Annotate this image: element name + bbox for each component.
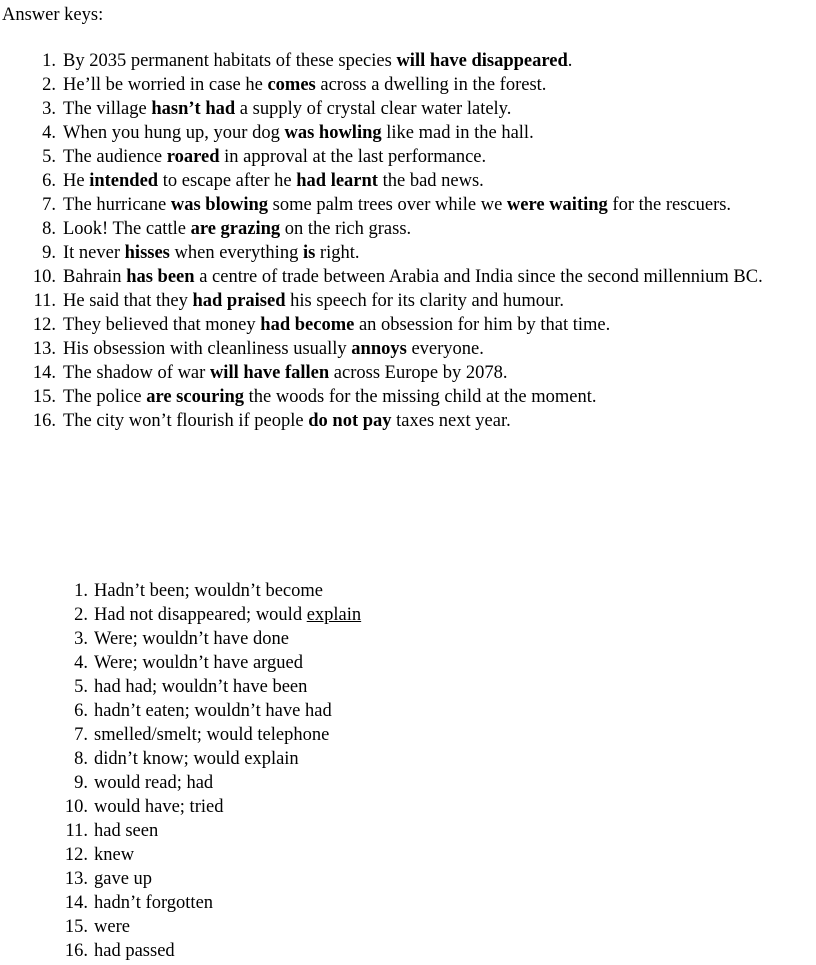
item-number: 3. bbox=[74, 629, 88, 649]
answer-verb: hisses bbox=[124, 243, 170, 263]
answer-verb: are scouring bbox=[146, 387, 245, 407]
list-item bbox=[26, 241, 786, 265]
text-fragment: The city won’t flourish if people bbox=[63, 411, 309, 431]
item-text bbox=[63, 337, 786, 361]
item-text bbox=[94, 843, 658, 867]
answer-verb: roared bbox=[166, 147, 220, 167]
text-fragment: knew bbox=[94, 845, 135, 865]
item-number: 8. bbox=[74, 749, 88, 769]
text-fragment: the bad news. bbox=[377, 171, 484, 191]
item-number: 3. bbox=[42, 99, 56, 119]
item-number: 9. bbox=[42, 243, 56, 263]
item-text bbox=[94, 819, 658, 843]
answer-verb: will have disappeared bbox=[396, 51, 568, 71]
list-item bbox=[26, 289, 786, 313]
item-text bbox=[94, 723, 658, 747]
item-number: 15. bbox=[32, 387, 56, 407]
item-text bbox=[63, 217, 786, 241]
text-fragment: The village bbox=[63, 99, 152, 119]
item-number: 7. bbox=[74, 725, 88, 745]
text-fragment: . bbox=[567, 51, 573, 71]
text-fragment: would read; had bbox=[94, 773, 214, 793]
text-fragment: His obsession with cleanliness usually bbox=[63, 339, 352, 359]
text-fragment: He’ll be worried in case he bbox=[63, 75, 268, 95]
item-text bbox=[94, 915, 658, 939]
text-fragment: Had not disappeared; would bbox=[94, 605, 307, 625]
item-number: 1. bbox=[74, 581, 88, 601]
item-number: 14. bbox=[32, 363, 56, 383]
underlined-word: explain bbox=[306, 605, 362, 625]
text-fragment: Look! The cattle bbox=[63, 219, 191, 239]
text-fragment: The police bbox=[63, 387, 147, 407]
list-item bbox=[58, 915, 658, 939]
list-item bbox=[58, 651, 658, 675]
item-text bbox=[63, 361, 786, 385]
item-number: 16. bbox=[64, 941, 88, 961]
item-number: 11. bbox=[65, 821, 88, 841]
list-item bbox=[58, 867, 658, 891]
answer-verb: annoys bbox=[351, 339, 407, 359]
list-item bbox=[26, 145, 786, 169]
item-text bbox=[94, 795, 658, 819]
list-item bbox=[26, 337, 786, 361]
item-text bbox=[94, 651, 658, 675]
item-number: 13. bbox=[64, 869, 88, 889]
text-fragment: The shadow of war bbox=[63, 363, 210, 383]
item-text bbox=[63, 241, 786, 265]
answer-verb: was blowing bbox=[170, 195, 269, 215]
list-item bbox=[26, 217, 786, 241]
item-text bbox=[94, 699, 658, 723]
text-fragment: a supply of crystal clear water lately. bbox=[235, 99, 512, 119]
item-text bbox=[94, 747, 658, 771]
text-fragment: When you hung up, your dog bbox=[63, 123, 285, 143]
list-item bbox=[26, 97, 786, 121]
list-item bbox=[58, 723, 658, 747]
answer-verb: are grazing bbox=[190, 219, 281, 239]
item-text bbox=[63, 289, 786, 313]
item-number: 15. bbox=[64, 917, 88, 937]
item-number: 16. bbox=[32, 411, 56, 431]
item-number: 11. bbox=[33, 291, 56, 311]
list-item bbox=[58, 771, 658, 795]
list-item bbox=[26, 49, 786, 73]
list-item bbox=[58, 795, 658, 819]
item-text bbox=[63, 409, 786, 433]
list-item bbox=[26, 313, 786, 337]
text-fragment: The audience bbox=[63, 147, 167, 167]
item-text bbox=[63, 49, 786, 73]
answer-verb: will have fallen bbox=[209, 363, 330, 383]
list-item bbox=[58, 939, 658, 963]
text-fragment: right. bbox=[315, 243, 360, 263]
list-item bbox=[58, 603, 658, 627]
text-fragment: Were; wouldn’t have argued bbox=[94, 653, 303, 673]
text-fragment: By 2035 permanent habitats of these species bbox=[63, 51, 397, 71]
text-fragment: on the rich grass. bbox=[280, 219, 412, 239]
item-number: 12. bbox=[32, 315, 56, 335]
answer-list-tenses bbox=[26, 49, 786, 433]
text-fragment: hadn’t eaten; wouldn’t have had bbox=[94, 701, 332, 721]
item-number: 7. bbox=[42, 195, 56, 215]
item-number: 2. bbox=[42, 75, 56, 95]
item-text bbox=[94, 603, 658, 627]
item-number: 5. bbox=[74, 677, 88, 697]
item-number: 5. bbox=[42, 147, 56, 167]
item-text bbox=[94, 579, 658, 603]
text-fragment: a centre of trade between Arabia and India since the second millennium BC. bbox=[194, 267, 763, 287]
text-fragment: He said that they bbox=[63, 291, 193, 311]
text-fragment: taxes next year. bbox=[391, 411, 511, 431]
item-number: 13. bbox=[32, 339, 56, 359]
answer-verb: hasn’t had bbox=[151, 99, 236, 119]
item-text bbox=[94, 939, 658, 963]
answer-verb: has been bbox=[126, 267, 195, 287]
item-text bbox=[94, 891, 658, 915]
item-number: 2. bbox=[74, 605, 88, 625]
text-fragment: some palm trees over while we bbox=[268, 195, 507, 215]
text-fragment: to escape after he bbox=[158, 171, 297, 191]
text-fragment: smelled/smelt; would telephone bbox=[94, 725, 330, 745]
text-fragment: everyone. bbox=[406, 339, 484, 359]
text-fragment: The hurricane bbox=[63, 195, 171, 215]
item-text bbox=[94, 627, 658, 651]
text-fragment: like mad in the hall. bbox=[381, 123, 534, 143]
item-text bbox=[63, 265, 786, 289]
item-text bbox=[63, 193, 786, 217]
text-fragment: hadn’t forgotten bbox=[94, 893, 214, 913]
list-item bbox=[26, 169, 786, 193]
answer-verb: is bbox=[302, 243, 316, 263]
item-number: 6. bbox=[74, 701, 88, 721]
text-fragment: had passed bbox=[94, 941, 175, 961]
item-text bbox=[63, 313, 786, 337]
text-fragment: across Europe by 2078. bbox=[329, 363, 508, 383]
list-item bbox=[26, 409, 786, 433]
text-fragment: were bbox=[94, 917, 130, 937]
text-fragment: didn’t know; would explain bbox=[94, 749, 299, 769]
text-fragment: for the rescuers. bbox=[607, 195, 732, 215]
list-item bbox=[26, 73, 786, 97]
answer-verb: had learnt bbox=[296, 171, 378, 191]
text-fragment: Hadn’t been; wouldn’t become bbox=[94, 581, 323, 601]
text-fragment: in approval at the last performance. bbox=[219, 147, 487, 167]
answer-list-conditionals bbox=[58, 579, 658, 963]
answer-verb: had become bbox=[260, 315, 355, 335]
list-item bbox=[58, 819, 658, 843]
item-number: 10. bbox=[64, 797, 88, 817]
text-fragment: across a dwelling in the forest. bbox=[315, 75, 547, 95]
list-item bbox=[58, 843, 658, 867]
text-fragment: when everything bbox=[169, 243, 303, 263]
answer-verb: was howling bbox=[284, 123, 382, 143]
item-number: 12. bbox=[64, 845, 88, 865]
item-text bbox=[63, 385, 786, 409]
item-text bbox=[94, 867, 658, 891]
item-number: 14. bbox=[64, 893, 88, 913]
answer-verb: were waiting bbox=[506, 195, 608, 215]
item-number: 8. bbox=[42, 219, 56, 239]
item-number: 4. bbox=[74, 653, 88, 673]
item-number: 1. bbox=[42, 51, 56, 71]
text-fragment: gave up bbox=[94, 869, 153, 889]
list-item bbox=[26, 265, 786, 289]
item-number: 10. bbox=[32, 267, 56, 287]
item-text bbox=[63, 97, 786, 121]
list-item bbox=[58, 675, 658, 699]
list-item bbox=[26, 193, 786, 217]
text-fragment: Were; wouldn’t have done bbox=[94, 629, 289, 649]
item-number: 4. bbox=[42, 123, 56, 143]
text-fragment: had seen bbox=[94, 821, 159, 841]
text-fragment: the woods for the missing child at the moment. bbox=[244, 387, 597, 407]
item-text bbox=[94, 771, 658, 795]
list-item bbox=[58, 627, 658, 651]
answer-verb: comes bbox=[267, 75, 316, 95]
item-number: 6. bbox=[42, 171, 56, 191]
text-fragment: They believed that money bbox=[63, 315, 261, 335]
item-text bbox=[63, 73, 786, 97]
item-text bbox=[94, 675, 658, 699]
list-item bbox=[58, 699, 658, 723]
text-fragment: an obsession for him by that time. bbox=[354, 315, 611, 335]
answer-verb: had praised bbox=[192, 291, 286, 311]
list-item bbox=[58, 747, 658, 771]
item-text bbox=[63, 169, 786, 193]
text-fragment: his speech for its clarity and humour. bbox=[285, 291, 564, 311]
list-item bbox=[58, 579, 658, 603]
answer-verb: intended bbox=[89, 171, 159, 191]
item-text bbox=[63, 145, 786, 169]
list-item bbox=[26, 385, 786, 409]
list-item bbox=[26, 121, 786, 145]
item-text bbox=[63, 121, 786, 145]
text-fragment: had had; wouldn’t have been bbox=[94, 677, 308, 697]
text-fragment: would have; tried bbox=[94, 797, 224, 817]
text-fragment: He bbox=[63, 171, 90, 191]
answer-verb: do not pay bbox=[308, 411, 392, 431]
list-item bbox=[58, 891, 658, 915]
item-number: 9. bbox=[74, 773, 88, 793]
list-item bbox=[26, 361, 786, 385]
text-fragment: It never bbox=[63, 243, 125, 263]
text-fragment: Bahrain bbox=[63, 267, 127, 287]
page-heading: Answer keys: bbox=[2, 5, 104, 25]
